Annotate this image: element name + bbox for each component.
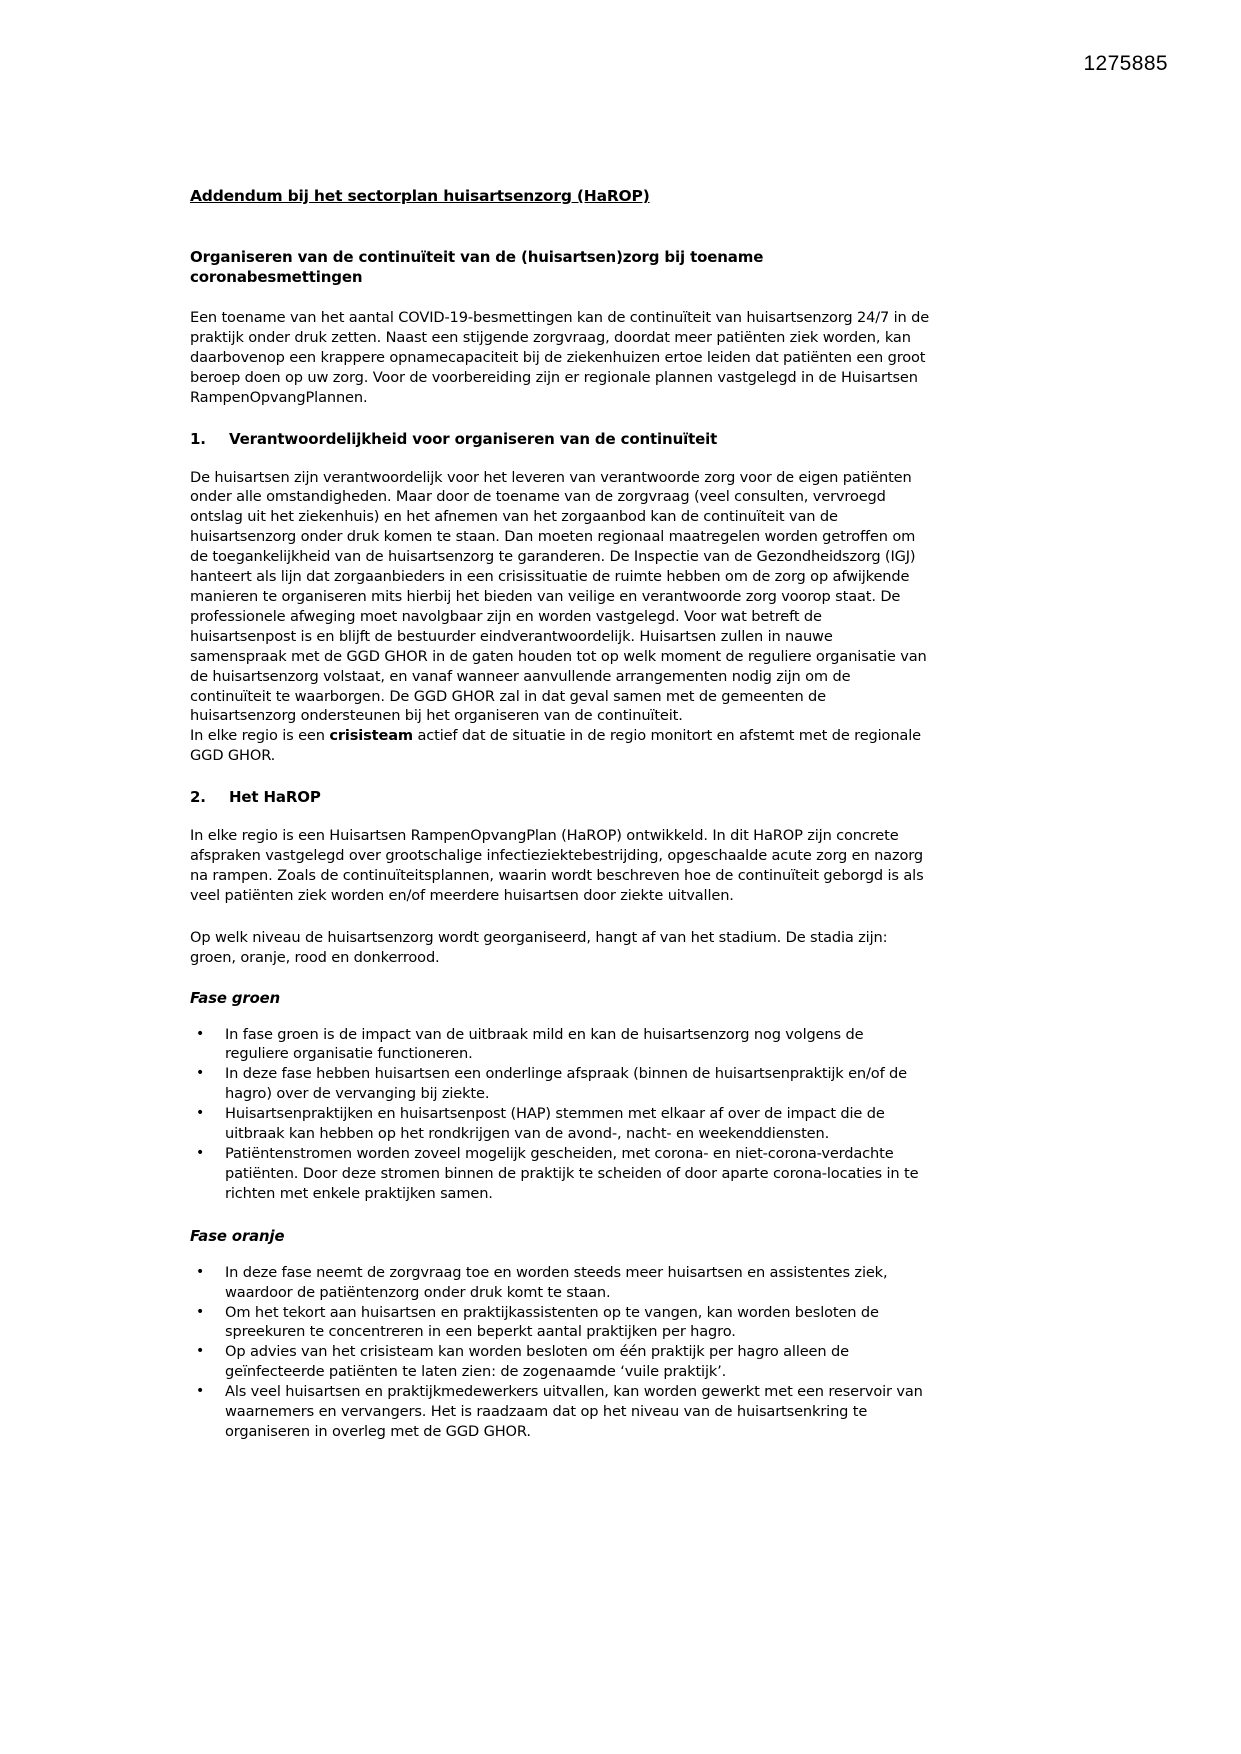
list-item (190, 1144, 930, 1204)
bullet-icon: • (196, 1263, 205, 1280)
document-subtitle: Organiseren van de continuïteit van de (huisartsen)zorg bij toename coronabesmettingen (190, 248, 764, 287)
list-item (190, 1025, 930, 1065)
list-item (190, 1303, 930, 1343)
bullet-icon: • (196, 1303, 205, 1320)
crisisteam-pre-text: In elke regio is een (190, 727, 330, 745)
bullet-icon: • (196, 1383, 205, 1400)
list-item-text: In fase groen is de impact van de uitbraak mild en kan de huisartsenzorg nog volgens de reguliere organisatie functioneren. (225, 1025, 864, 1063)
list-item-text: In deze fase neemt de zorgvraag toe en worden steeds meer huisartsen en assistentes ziek, waardoor de patiëntenzorg onder druk komt te staan. (225, 1263, 888, 1301)
section-2-heading (190, 788, 930, 806)
list-item (190, 1342, 930, 1382)
crisisteam-bold-term: crisisteam (329, 727, 413, 745)
list-item (190, 1064, 930, 1104)
page-title: Addendum bij het sectorplan huisartsenzorg (HaROP) (190, 187, 650, 205)
bullet-icon: • (196, 1025, 205, 1042)
list-item-text: Als veel huisartsen en praktijkmedewerkers uitvallen, kan worden gewerkt met een reservoir van waarnemers en vervangers. Het is raadzaam dat op het niveau van de huisartsenkring te organiseren in overleg met de GGD GHOR. (225, 1383, 923, 1440)
section-1-paragraph-part1: De huisartsen zijn verantwoordelijk voor het leveren van verantwoorde zorg voor de eigen patiënten onder alle omstandigheden. Maar door de toename van de zorgvraag (veel consulten, vervroegd ontslag uit het ziekenhuis) en het afnemen van het zorgaanbod kan de continuïteit van de huisartsenzorg onder druk komen te staan. Dan moeten regionaal maatregelen worden getroffen om de toegankelijkheid van de huisartsenzorg te garanderen. De Inspectie van de Gezondheidszorg (IGJ) hanteert als lijn dat zorgaanbieders in een crisissituatie de ruimte hebben om de zorg op afwijkende manieren te organiseren mits hierbij het bieden van veilige en verantwoorde zorg voorop staat. De professionele afweging moet navolgbaar zijn en worden vastgelegd. Voor wat betreft de huisartsenpost is en blijft de bestuurder eindverantwoordelijk. Huisartsen zullen in nauwe samenspraak met de GGD GHOR in de gaten houden tot op welk moment de reguliere organisatie van de huisartsenzorg volstaat, en vanaf wanneer aanvullende arrangementen nodig zijn om de continuïteit te waarborgen. De GGD GHOR zal in dat geval samen met de gemeenten de huisartsenzorg ondersteunen bij het organiseren van de continuïteit. (190, 468, 927, 725)
list-item-text: In deze fase hebben huisartsen een onderlinge afspraak (binnen de huisartsenpraktijk en/of de hagro) over de vervanging bij ziekte. (225, 1065, 907, 1103)
list-item-text: Om het tekort aan huisartsen en praktijkassistenten op te vangen, kan worden besloten de spreekuren te concentreren in een beperkt aantal praktijken per hagro. (225, 1303, 879, 1341)
list-item (190, 1104, 930, 1144)
list-item-text: Patiëntenstromen worden zoveel mogelijk gescheiden, met corona- en niet-corona-verdachte patiënten. Door deze stromen binnen de praktijk te scheiden of door aparte corona-locaties in te richten met enkele praktijken samen. (225, 1145, 919, 1202)
section-2-paragraph-2: Op welk niveau de huisartsenzorg wordt georganiseerd, hangt af van het stadium. De stadia zijn: groen, oranje, rood en donkerrood. (190, 928, 888, 966)
section-1-title: Verantwoordelijkheid voor organiseren van de continuïteit (229, 429, 718, 448)
section-1-heading (190, 430, 930, 448)
list-item-text: Huisartsenpraktijken en huisartsenpost (HAP) stemmen met elkaar af over de impact die de uitbraak kan hebben op het rondkrijgen van de avond-, nacht- en weekenddiensten. (225, 1105, 885, 1143)
section-2-paragraph-1: In elke regio is een Huisartsen RampenOpvangPlan (HaROP) ontwikkeld. In dit HaROP zijn concrete afspraken vastgelegd over grootschalige infectieziektebestrijding, opgeschaalde acute zorg en nazorg na rampen. Zoals de continuïteitsplannen, waarin wordt beschreven hoe de continuïteit geborgd is als veel patiënten ziek worden en/of meerdere huisartsen door ziekte uitvallen. (190, 827, 924, 904)
section-2-title: Het HaROP (229, 788, 321, 807)
section-1-paragraph-part2 (190, 726, 930, 766)
intro-paragraph: Een toename van het aantal COVID-19-besmettingen kan de continuïteit van huisartsenzorg 24/7 in de praktijk onder druk zetten. Naast een stijgende zorgvraag, doordat meer patiënten ziek worden, kan daarbovenop een krappere opnamecapaciteit bij de ziekenhuizen ertoe leiden dat patiënten een groot beroep doen op uw zorg. Voor de voorbereiding zijn er regionale plannen vastgelegd in de Huisartsen RampenOpvangPlannen. (190, 309, 930, 406)
bullet-icon: • (196, 1145, 205, 1162)
phase-oranje-heading: Fase oranje (190, 1227, 285, 1245)
phase-groen-bullet-list (190, 1025, 930, 1204)
crisisteam-post-text: actief dat de situatie in de regio monitort en afstemt met de regionale GGD GHOR. (190, 727, 921, 765)
bullet-icon: • (196, 1065, 205, 1082)
phase-groen-heading: Fase groen (190, 989, 281, 1007)
list-item (190, 1263, 930, 1303)
list-item (190, 1382, 930, 1442)
section-1-number: 1. (190, 429, 206, 448)
bullet-icon: • (196, 1343, 205, 1360)
bullet-icon: • (196, 1105, 205, 1122)
document-body (190, 186, 930, 1466)
list-item-text: Op advies van het crisisteam kan worden besloten om één praktijk per hagro alleen de geïnfecteerde patiënten te laten zien: de zogenaamde ‘vuile praktijk’. (225, 1343, 849, 1381)
section-2-number: 2. (190, 788, 206, 807)
phase-oranje-bullet-list (190, 1263, 930, 1442)
document-number-header: 1275885 (1083, 52, 1168, 75)
